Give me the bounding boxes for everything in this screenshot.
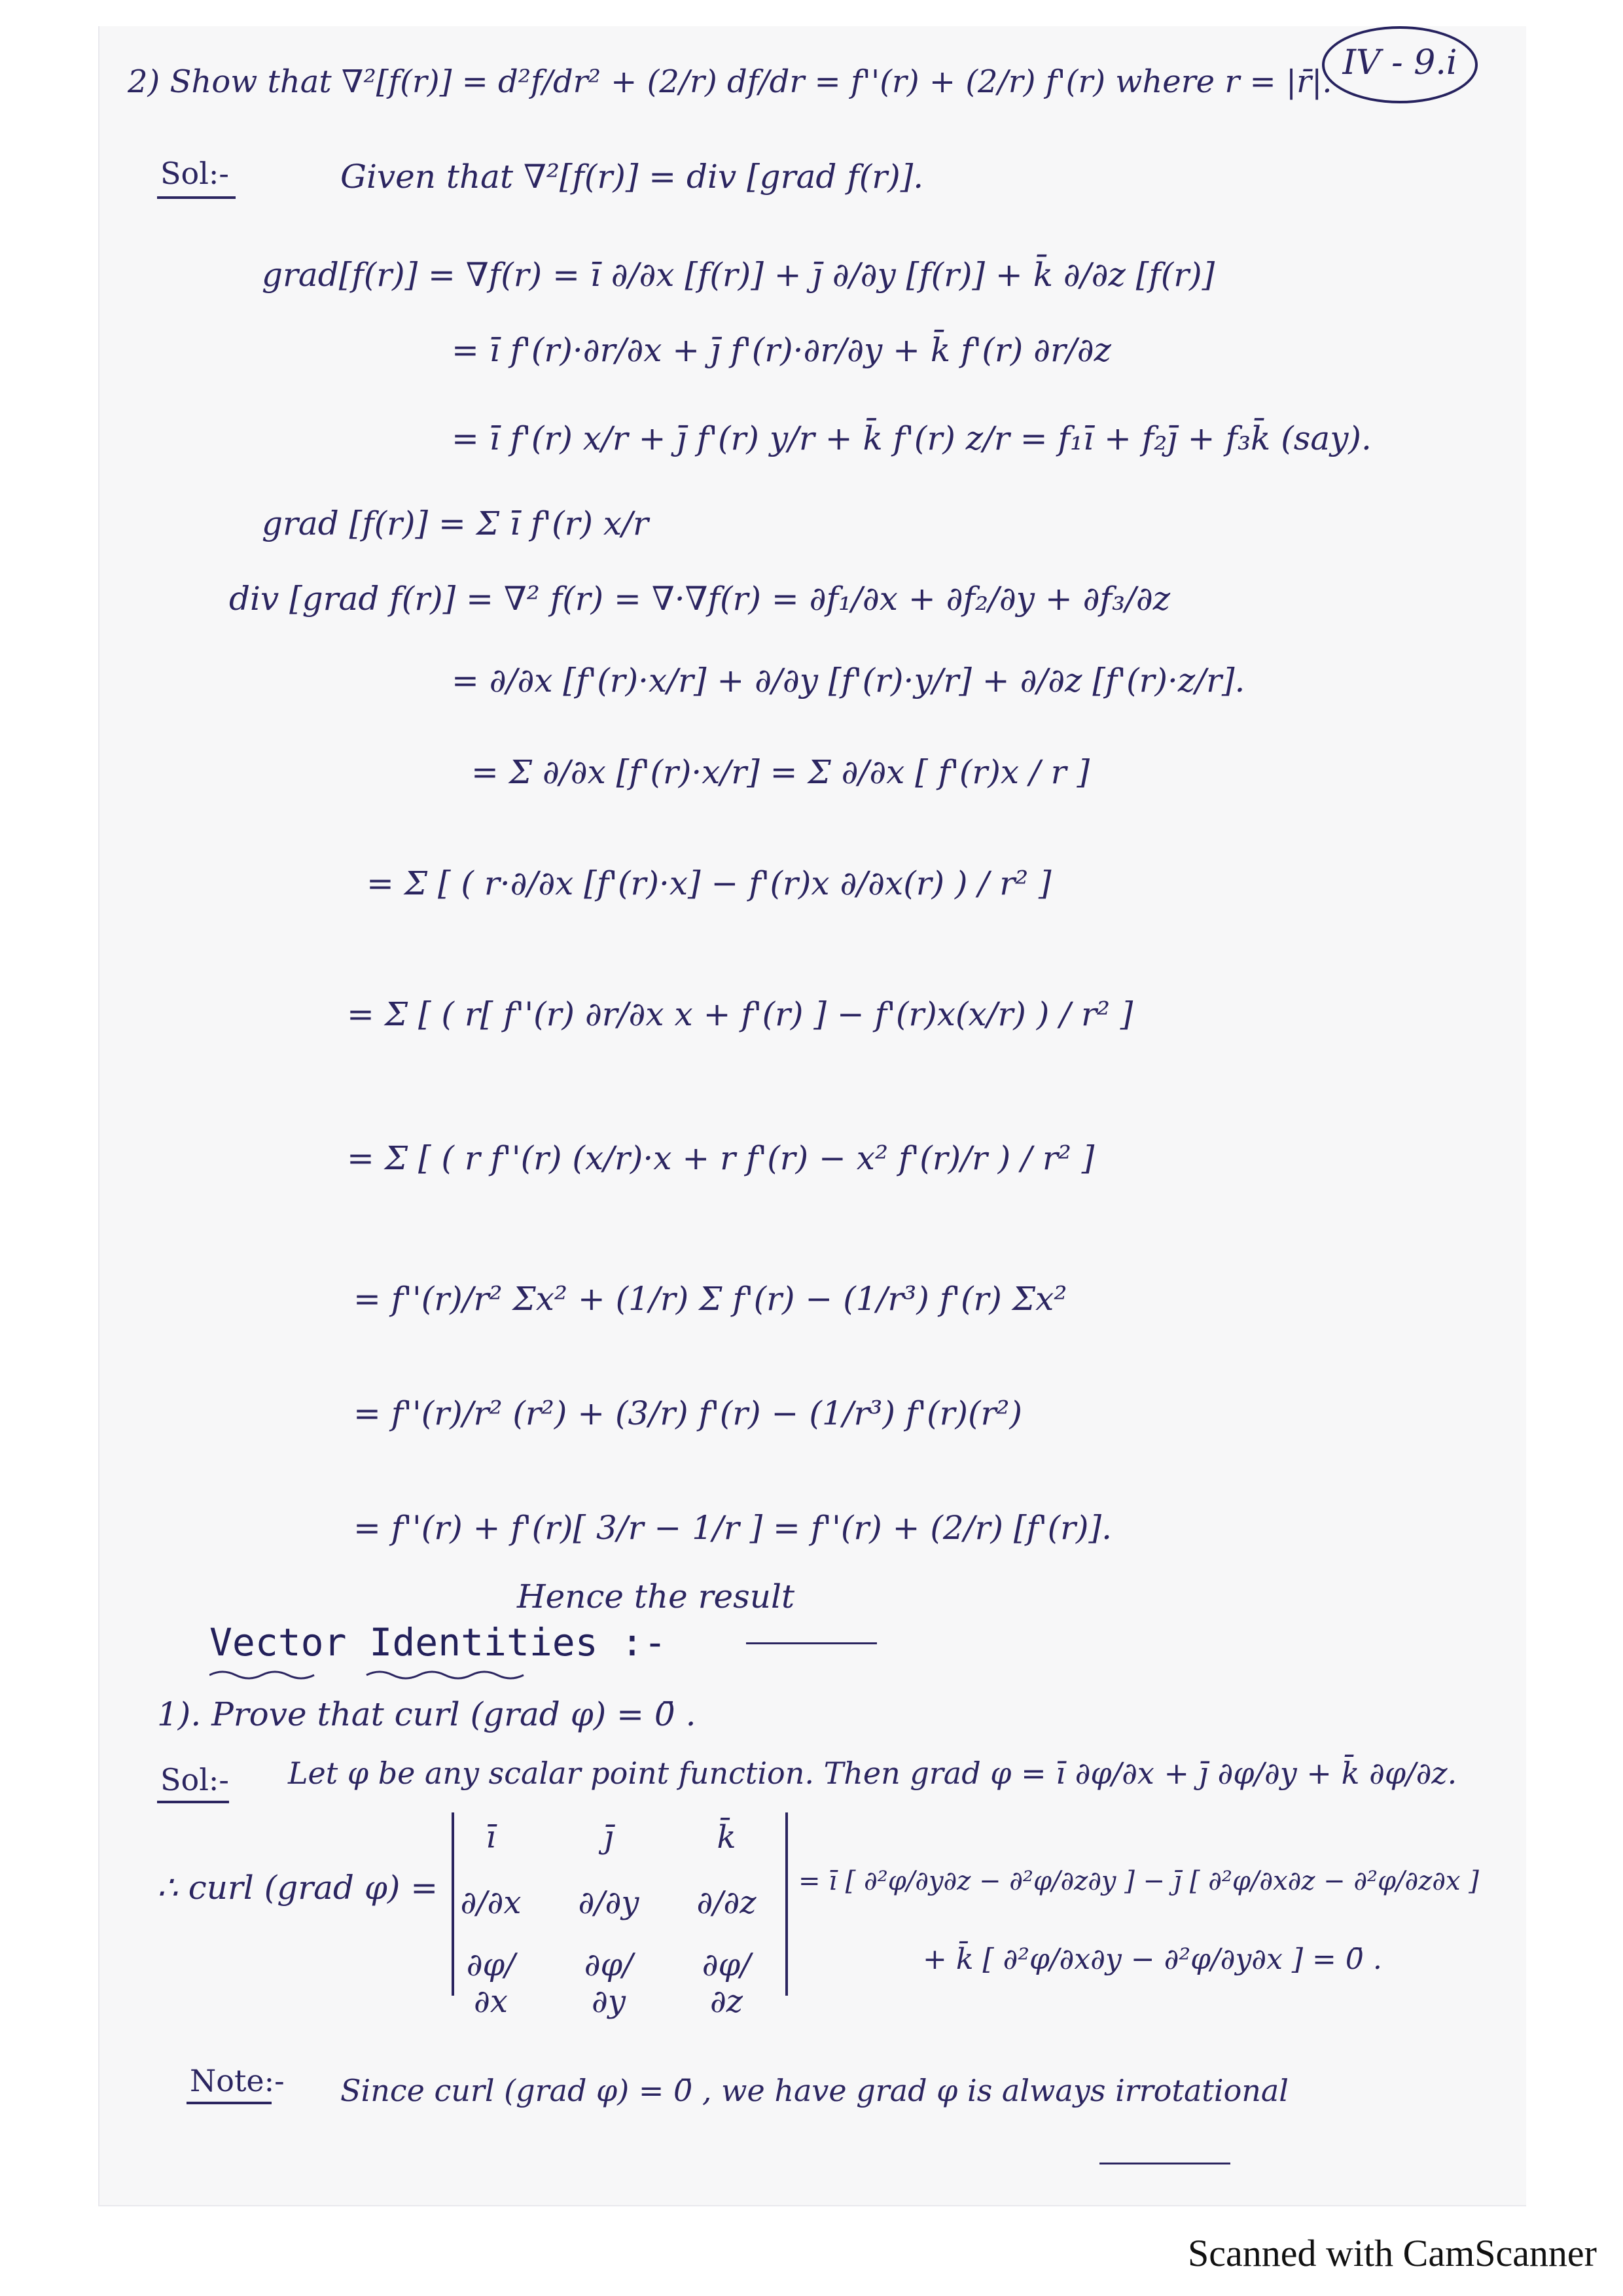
vector-identities-heading: Vector Identities :-: [209, 1620, 667, 1665]
solution-line-12: = f''(r)/r² Σx² + (1/r) Σ f'(r) − (1/r³) f'(r) Σx²: [353, 1280, 1067, 1318]
solution-line-6: div [grad f(r)] = ∇² f(r) = ∇·∇f(r) = ∂f₁/∂x + ∂f₂/∂y + ∂f₃/∂z: [229, 580, 1171, 618]
curl-expansion-2: + k̄ [ ∂²φ/∂x∂y − ∂²φ/∂y∂x ] = 0̄ .: [923, 1943, 1382, 1976]
note-text: Since curl (grad φ) = 0̄ , we have grad φ is always irrotational: [340, 2073, 1289, 2108]
matrix-cell: ∂φ/∂y: [584, 1947, 633, 2020]
solution-line-11: = Σ [ ( r f''(r) (x/r)·x + r f'(r) − x² f'(r)/r ) / r² ]: [347, 1139, 1095, 1177]
note-label-underline: [187, 2102, 272, 2104]
identity-solution-text: Let φ be any scalar point function. Then grad φ = ī ∂φ/∂x + j̄ ∂φ/∂y + k̄ ∂φ/∂z.: [288, 1756, 1457, 1791]
solution-line-8: = Σ ∂/∂x [f'(r)·x/r] = Σ ∂/∂x [ f'(r)x / r ]: [471, 753, 1090, 791]
identity-solution-underline: [157, 1801, 229, 1803]
matrix-cell: ∂φ/∂z: [702, 1947, 751, 2020]
curl-label: ∴ curl (grad φ) =: [157, 1869, 438, 1907]
solution-line-2: grad[f(r)] = ∇f(r) = ī ∂/∂x [f(r)] + j̄ ∂/∂y [f(r)] + k̄ ∂/∂z [f(r)]: [262, 256, 1215, 294]
badge-text: IV - 9.i: [1342, 43, 1457, 82]
problem-statement: 2) Show that ∇²[f(r)] = d²f/dr² + (2/r) df/dr = f''(r) + (2/r) f'(r) where r = |r̄|.: [128, 63, 1332, 100]
solution-line-9: = Σ [ ( r·∂/∂x [f'(r)·x] − f'(r)x ∂/∂x(r) ) / r² ]: [366, 864, 1052, 902]
end-rule: [1099, 2163, 1230, 2164]
matrix-cell: ∂/∂x: [460, 1884, 522, 1921]
section-badge: [1322, 26, 1478, 103]
matrix-cell: ī: [486, 1819, 496, 1856]
matrix-cell: j̄: [603, 1819, 614, 1856]
solution-line-1: Given that ∇²[f(r)] = div [grad f(r)].: [340, 158, 924, 196]
conclusion-underline: [746, 1642, 877, 1644]
solution-line-3: = ī f'(r)·∂r/∂x + j̄ f'(r)·∂r/∂y + k̄ f'(r) ∂r/∂z: [452, 331, 1111, 369]
conclusion-text: Hence the result: [517, 1578, 795, 1616]
identity-item: 1). Prove that curl (grad φ) = 0̄ .: [157, 1695, 696, 1733]
curl-expansion-1: = ī [ ∂²φ/∂y∂z − ∂²φ/∂z∂y ] − j̄ [ ∂²φ/∂x∂z − ∂²φ/∂z∂x ]: [798, 1866, 1479, 1896]
matrix-cell: ∂φ/∂x: [466, 1947, 516, 2020]
solution-line-14: = f''(r) + f'(r)[ 3/r − 1/r ] = f''(r) + (2/r) [f'(r)].: [353, 1509, 1112, 1547]
solution-label-underline: [157, 196, 236, 199]
solution-line-13: = f''(r)/r² (r²) + (3/r) f'(r) − (1/r³) f'(r)(r²): [353, 1394, 1022, 1432]
solution-line-4: = ī f'(r) x/r + j̄ f'(r) y/r + k̄ f'(r) z/r = f₁ī + f₂j̄ + f₃k̄ (say).: [452, 419, 1372, 457]
determinant-right-bar: [785, 1812, 788, 1996]
solution-line-7: = ∂/∂x [f'(r)·x/r] + ∂/∂y [f'(r)·y/r] + ∂/∂z [f'(r)·z/r].: [452, 662, 1245, 699]
identity-solution-label: Sol:-: [160, 1762, 229, 1797]
scanner-watermark: Scanned with CamScanner: [1188, 2232, 1597, 2274]
heading-wavy-underline: [209, 1669, 550, 1682]
matrix-cell: ∂/∂z: [696, 1884, 757, 1921]
note-label: Note:-: [190, 2063, 285, 2098]
solution-line-5: grad [f(r)] = Σ ī f'(r) x/r: [262, 504, 649, 542]
solution-label: Sol:-: [160, 156, 229, 191]
matrix-cell: k̄: [717, 1819, 736, 1856]
matrix-cell: ∂/∂y: [578, 1884, 639, 1921]
solution-line-10: = Σ [ ( r[ f''(r) ∂r/∂x x + f'(r) ] − f'(r)x(x/r) ) / r² ]: [347, 995, 1133, 1033]
